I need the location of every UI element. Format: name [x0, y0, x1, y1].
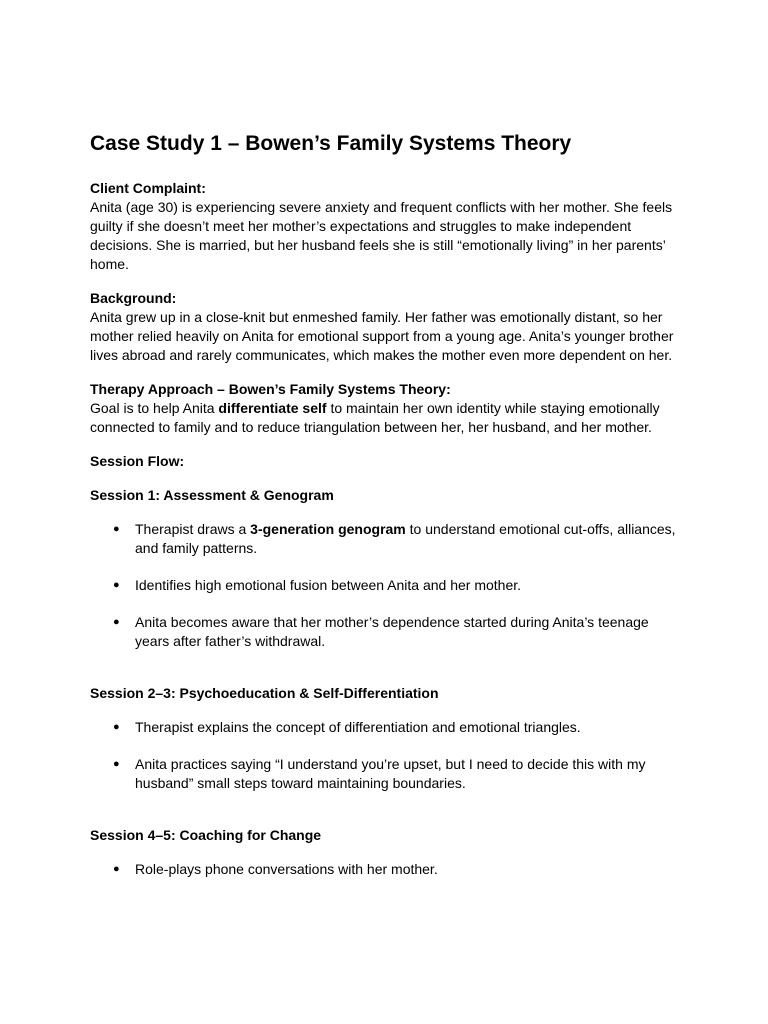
client-complaint-text: Anita (age 30) is experiencing severe anxiety and frequent conflicts with her mother. She feels guilty if she doesn’t meet her mother’s expectations and struggles to make independent decisions. She is married, but her husband feels she is still “emotionally living” in her parents’ home. [90, 199, 673, 272]
therapy-approach-label: Therapy Approach – Bowen’s Family Systems Theory: [90, 381, 451, 397]
session4-5-list [90, 860, 680, 879]
list-item-text: Anita practices saying “I understand you’re upset, but I need to decide this with my husband” small steps toward maintaining boundaries. [135, 756, 646, 791]
session2-3-heading: Session 2–3: Psychoeducation & Self-Differentiation [90, 685, 439, 701]
background-label: Background: [90, 290, 177, 306]
background-section [90, 289, 680, 365]
list-item-text: Anita becomes aware that her mother’s dependence started during Anita’s teenage years after father’s withdrawal. [135, 614, 649, 649]
therapy-approach-section [90, 380, 680, 437]
session1-heading: Session 1: Assessment & Genogram [90, 487, 334, 503]
list-item [90, 860, 680, 879]
client-complaint-section [90, 179, 680, 274]
list-item-text-after: to understand emotional cut-offs, alliances, and family patterns. [135, 521, 676, 556]
list-item [90, 576, 680, 595]
therapy-approach-bold-term: differentiate self [218, 400, 327, 416]
background-text: Anita grew up in a close-knit but enmeshed family. Her father was emotionally distant, so her mother relied heavily on Anita for emotional support from a young age. Anita’s younger brother lives abroad and rarely communicates, which makes the mother even more dependent on her. [90, 309, 674, 363]
bullet-icon: ● [113, 758, 120, 770]
bullet-icon: ● [113, 863, 120, 875]
session1-list [90, 520, 680, 651]
list-item [90, 613, 680, 651]
bullet-icon: ● [113, 523, 120, 535]
list-item-bold-term: 3-generation genogram [250, 521, 406, 537]
session4-5-heading: Session 4–5: Coaching for Change [90, 827, 322, 843]
therapy-approach-text-after: to maintain her own identity while staying emotionally connected to family and to reduce triangulation between her, her husband, and her mother. [90, 400, 660, 435]
list-item-text: Therapist explains the concept of differentiation and emotional triangles. [135, 719, 581, 735]
document-title: Case Study 1 – Bowen’s Family Systems Theory [90, 132, 572, 155]
document-page [90, 130, 680, 897]
list-item-text: Role-plays phone conversations with her mother. [135, 861, 438, 877]
session2-3-list [90, 718, 680, 793]
list-item [90, 755, 680, 793]
list-item [90, 718, 680, 737]
client-complaint-label: Client Complaint: [90, 180, 206, 196]
bullet-icon: ● [113, 721, 120, 733]
bullet-icon: ● [113, 579, 120, 591]
bullet-icon: ● [113, 616, 120, 628]
session-flow-label: Session Flow: [90, 453, 185, 469]
list-item [90, 520, 680, 558]
list-item-text: Identifies high emotional fusion between Anita and her mother. [135, 577, 522, 593]
list-item-text-before: Therapist draws a [135, 521, 251, 537]
therapy-approach-text-before: Goal is to help Anita [90, 400, 219, 416]
